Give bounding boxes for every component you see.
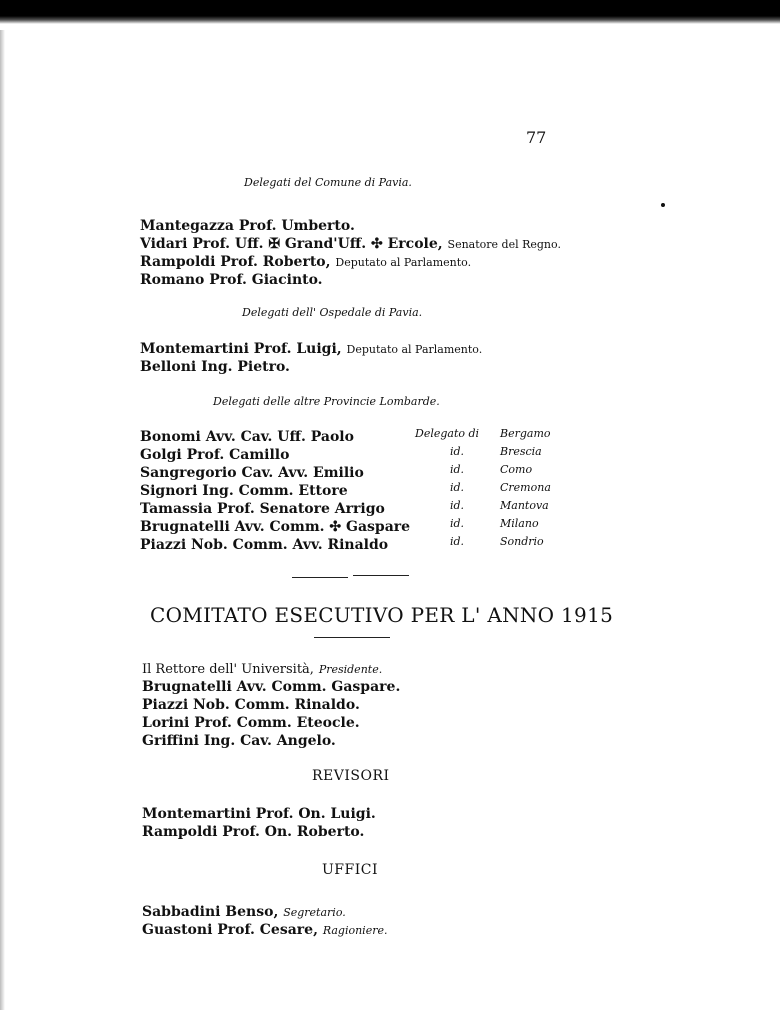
- delegate-note: Deputato al Parlamento.: [346, 343, 483, 356]
- member-name: Il Rettore dell' Università,: [142, 662, 314, 677]
- delegate-province: Brescia: [500, 445, 542, 458]
- delegate-name: Vidari Prof. Uff. ✠ Grand'Uff. ✣ Ercole,: [140, 236, 443, 252]
- section-heading-ospedale: Delegati dell' Ospedale di Pavia.: [242, 306, 423, 319]
- member-name: Piazzi Nob. Comm. Rinaldo.: [142, 697, 360, 713]
- list-item: [140, 236, 561, 252]
- delegate-province: Sondrio: [500, 535, 544, 548]
- delegate-name: Sangregorio Cav. Avv. Emilio: [140, 465, 364, 481]
- delegate-name: Piazzi Nob. Comm. Avv. Rinaldo: [140, 537, 389, 553]
- delegate-name: Tamassia Prof. Senatore Arrigo: [140, 501, 385, 517]
- delegate-province: Como: [500, 463, 533, 476]
- officer-name: Sabbadini Benso,: [142, 904, 279, 920]
- list-item: [140, 254, 471, 270]
- delegate-note: Senatore del Regno.: [447, 238, 561, 251]
- delegate-role: id.: [450, 499, 465, 512]
- list-item: [142, 661, 382, 677]
- scan-top-border: [0, 0, 780, 24]
- delegate-province: Milano: [500, 517, 539, 530]
- delegate-province: Mantova: [500, 499, 549, 512]
- delegate-role: id.: [450, 445, 465, 458]
- list-item: [140, 218, 355, 234]
- delegate-province: Cremona: [500, 481, 551, 494]
- delegate-role: id.: [450, 535, 465, 548]
- delegate-name: Romano Prof. Giacinto.: [140, 272, 323, 288]
- page-number: 77: [526, 128, 547, 147]
- delegate-name: Montemartini Prof. Luigi,: [140, 341, 342, 357]
- revisore-name: Rampoldi Prof. On. Roberto.: [142, 824, 365, 840]
- member-role: Presidente.: [318, 663, 383, 676]
- delegate-name: Signori Ing. Comm. Ettore: [140, 483, 348, 499]
- delegate-name: Brugnatelli Avv. Comm. ✣ Gaspare: [140, 519, 411, 535]
- member-name: Brugnatelli Avv. Comm. Gaspare.: [142, 679, 401, 695]
- officer-role: Ragioniere.: [322, 924, 388, 937]
- revisori-title: REVISORI: [312, 768, 390, 784]
- delegate-province: Bergamo: [500, 427, 551, 440]
- delegate-note: Deputato al Parlamento.: [335, 256, 472, 269]
- officer-role: Segretario.: [283, 906, 346, 919]
- member-name: Griffini Ing. Cav. Angelo.: [142, 733, 336, 749]
- member-name: Lorini Prof. Comm. Eteocle.: [142, 715, 360, 731]
- delegate-role: Delegato di: [415, 427, 480, 440]
- divider: [314, 637, 390, 638]
- delegate-role: id.: [450, 481, 465, 494]
- delegate-name: Golgi Prof. Camillo: [140, 447, 290, 463]
- section-heading-province: Delegati delle altre Provincie Lombarde.: [213, 395, 440, 408]
- list-item: [140, 272, 323, 288]
- delegate-name: Mantegazza Prof. Umberto.: [140, 218, 355, 234]
- officer-name: Guastoni Prof. Cesare,: [142, 922, 318, 938]
- list-item: [140, 359, 290, 375]
- delegate-name: Bonomi Avv. Cav. Uff. Paolo: [140, 429, 354, 445]
- divider: [292, 577, 348, 578]
- comitato-title: COMITATO ESECUTIVO PER L' ANNO 1915: [150, 603, 614, 627]
- scan-left-edge: [0, 30, 5, 1010]
- delegate-role: id.: [450, 463, 465, 476]
- list-item: [142, 922, 387, 938]
- list-item: [142, 904, 346, 920]
- list-item: [140, 341, 482, 357]
- revisore-name: Montemartini Prof. On. Luigi.: [142, 806, 376, 822]
- delegate-name: Rampoldi Prof. Roberto,: [140, 254, 331, 270]
- delegate-name: Belloni Ing. Pietro.: [140, 359, 290, 375]
- section-heading-comune: Delegati del Comune di Pavia.: [244, 176, 412, 189]
- ink-speck: [661, 203, 665, 207]
- delegate-role: id.: [450, 517, 465, 530]
- divider: [353, 575, 409, 576]
- uffici-title: UFFICI: [322, 862, 378, 878]
